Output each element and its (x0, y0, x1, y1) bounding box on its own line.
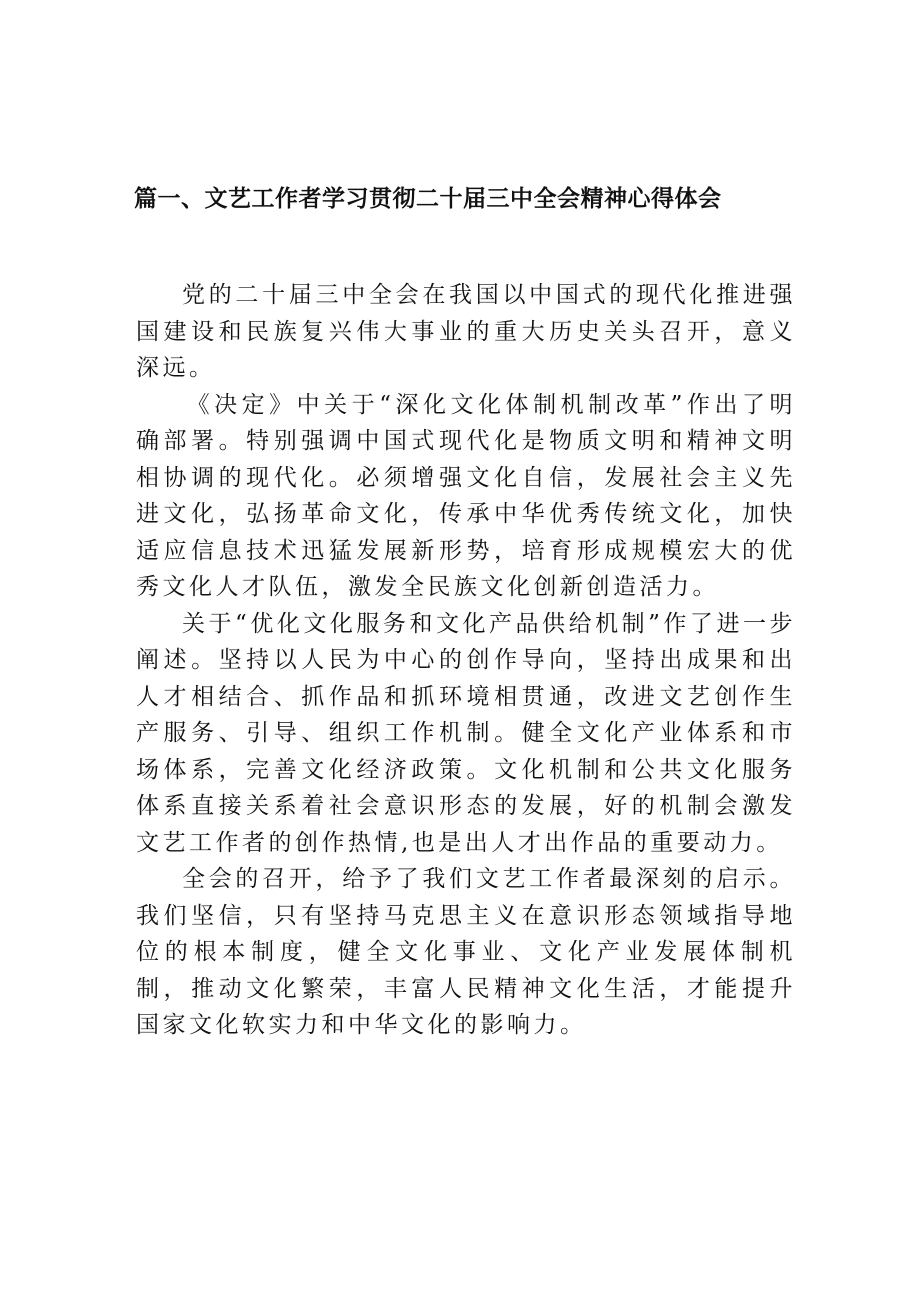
paragraph-3: 关于“优化文化服务和文化产品供给机制”作了进一步阐述。坚持以人民为中心的创作导向，坚持出成果和出人才相结合、抓作品和抓环境相贯通，改进文艺创作生产服务、引导、组织工作机制。健全文化产业体系和市场体系，完善文化经济政策。文化机制和公共文化服务体系直接关系着社会意识形态的发展，好的机制会激发文艺工作者的创作热情,也是出人才出作品的重要动力。 (136, 610, 796, 856)
document-body (136, 277, 796, 1044)
paragraph-4: 全会的召开，给予了我们文艺工作者最深刻的启示。我们坚信，只有坚持马克思主义在意识形态领域指导地位的根本制度，健全文化事业、文化产业发展体制机制，推动文化繁荣，丰富人民精神文化生活，才能提升国家文化软实力和中华文化的影响力。 (136, 866, 796, 1038)
paragraph-1: 党的二十届三中全会在我国以中国式的现代化推进强国建设和民族复兴伟大事业的重大历史关头召开，意义深远。 (136, 282, 796, 381)
document-title: 篇一、文艺工作者学习贯彻二十届三中全会精神心得体会 (134, 186, 722, 212)
paragraph-2: 《决定》中关于“深化文化体制机制改革”作出了明确部署。特别强调中国式现代化是物质文明和精神文明相协调的现代化。必须增强文化自信，发展社会主义先进文化，弘扬革命文化，传承中华优秀传统文化，加快适应信息技术迅猛发展新形势，培育形成规模宏大的优秀文化人才队伍，激发全民族文化创新创造活力。 (136, 391, 796, 600)
